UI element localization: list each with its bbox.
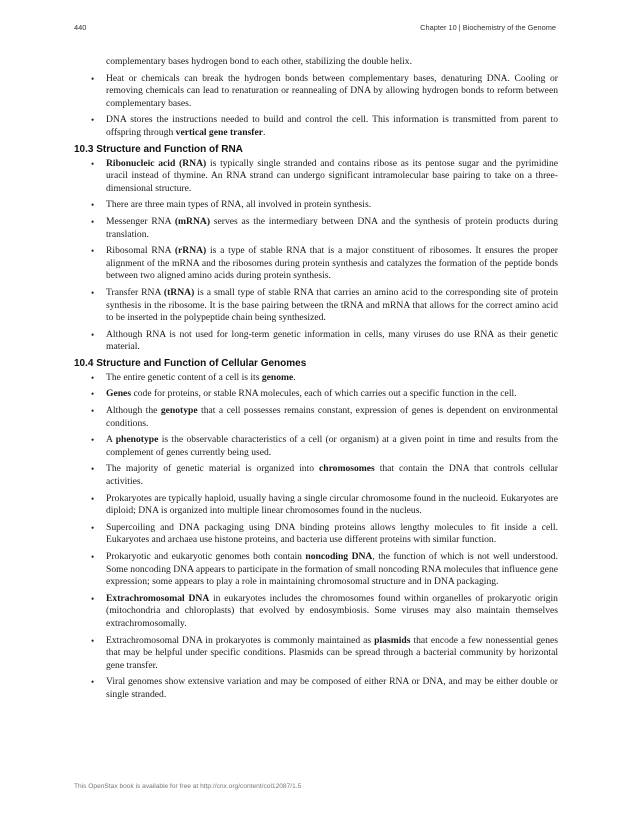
text-run: is the observable characteristics of a cell (or organism) at a given point in time and results from the complement of genes currently being used. [106, 434, 558, 458]
list-item [74, 329, 558, 354]
bullet-icon: • [91, 372, 95, 383]
text-run: Ribosomal RNA [106, 245, 175, 257]
key-term: chromosomes [319, 463, 375, 475]
bullet-icon: • [91, 389, 95, 400]
text-run: is typically single stranded and contains ribose as its pentose sugar and the pyrimidine uracil instead of thymine. An RNA strand can undergo significant intramolecular base pairing to take on a three-dimensional structure. [106, 157, 559, 194]
text-run: is a small type of stable RNA that carries an amino acid to the corresponding site of protein synthesis in the ribosome. It is the base pairing between the tRNA and mRNA that allows for the correct amino acid to be inserted in the polypeptide chain being synthesized. [106, 286, 558, 324]
bullet-icon: • [91, 593, 95, 604]
list-item [74, 493, 558, 518]
bullet-icon: • [91, 552, 95, 562]
text-run: complementary bases hydrogen bond to each other, stabilizing the double helix. [106, 56, 412, 67]
key-term: vertical gene transfer [175, 126, 264, 138]
list-item [74, 158, 558, 196]
text-run: Viral genomes show extensive variation and may be composed of either RNA or DNA, and may be either double or single stranded. [106, 676, 558, 700]
list-item [74, 388, 558, 401]
text-run: serves as the intermediary between DNA and the synthesis of protein products during translation. [106, 215, 558, 240]
text-run: that a cell possesses remains constant, expression of genes is dependent on environmental conditions. [106, 405, 558, 429]
text-run: Supercoiling and DNA packaging using DNA binding proteins allows lengthy molecules to fit inside a cell. Eukaryotes and archaea use histone proteins, and bacteria use different proteins with similar function. [106, 521, 558, 546]
intro-bullet-list [74, 56, 558, 140]
text-run: The entire genetic content of a cell is its [106, 371, 262, 383]
text-run: The majority of genetic material is organized into [106, 463, 319, 475]
key-term: (rRNA) [174, 245, 207, 257]
bullet-icon: • [91, 158, 95, 169]
bullet-icon: • [91, 216, 95, 227]
key-term: plasmids [374, 634, 411, 646]
text-run: Although RNA is not used for long-term genetic information in cells, many viruses do use RNA as their genetic material. [106, 328, 558, 353]
text-run: Although the [106, 405, 161, 417]
list-item [74, 463, 558, 488]
bullet-icon: • [91, 435, 95, 446]
key-term: noncoding DNA [305, 551, 373, 562]
bullet-icon: • [91, 635, 95, 646]
section-bullet-list [74, 372, 558, 702]
bullet-icon: • [91, 406, 95, 417]
list-item [74, 287, 558, 325]
bullet-icon: • [91, 677, 95, 688]
text-run: A [106, 434, 116, 446]
list-item [74, 56, 558, 69]
text-run: in eukaryotes includes the chromosomes found within organelles of prokaryotic origin (mitochondria and chloroplasts) that evolved by endosymbiosis. Some viruses may also maintain themselves extrachromosomally. [106, 592, 558, 629]
text-run: Prokaryotic and eukaryotic genomes both contain [106, 551, 306, 562]
text-run: code for proteins, or stable RNA molecules, each of which carries out a specific function in the cell. [131, 388, 517, 400]
bullet-icon: • [91, 246, 95, 257]
list-item [74, 635, 558, 673]
list-item [74, 593, 558, 631]
list-item [74, 372, 558, 385]
list-item [74, 434, 558, 459]
bullet-icon: • [91, 287, 95, 298]
text-run: is a type of stable RNA that is a major constituent of ribosomes. It ensures the proper alignment of the mRNA and the ribosomes during protein synthesis and catalyzes the formation of the peptide bonds between two aligned amino acids during protein synthesis. [106, 245, 558, 282]
list-item [74, 216, 558, 241]
bullet-icon: • [91, 115, 95, 126]
page-footer: This OpenStax book is available for free at http://cnx.org/content/col12087/1.5 [74, 783, 302, 790]
text-run: that contain the DNA that controls cellular activities. [106, 463, 558, 488]
text-run: DNA stores the instructions needed to build and control the cell. This information is transmitted from parent to offspring through [106, 114, 558, 138]
list-item [74, 405, 558, 430]
key-term: Extrachromosomal DNA [106, 592, 210, 604]
text-run: . [263, 126, 266, 138]
text-run: Transfer RNA [106, 286, 164, 298]
list-item [74, 522, 558, 547]
text-run: , the function of which is not well understood. Some noncoding DNA appears to participate in the formation of small noncoding RNA molecules that influence gene expression; some appears to play a role in maintaining chromosomal structure and in DNA packaging. [106, 551, 558, 588]
text-run: Heat or chemicals can break the hydrogen bonds between complementary bases, denaturing DNA. Cooling or removing chemicals can lead to renaturation or reannealing of DNA by allowing hydrogen bonds to reform between complementary bases. [106, 72, 558, 109]
text-run: that encode a few nonessential genes that may be helpful under specific conditions. Plasmids can be spread through a bacterial community by horizontal gene transfer. [106, 634, 558, 671]
key-term: Ribonucleic acid (RNA) [106, 157, 207, 169]
text-run: There are three main types of RNA, all involved in protein synthesis. [106, 199, 372, 211]
list-item [74, 676, 558, 701]
section-heading: 10.4 Structure and Function of Cellular Genomes [74, 357, 307, 369]
bullet-icon: • [91, 464, 95, 475]
key-term: genome [261, 371, 294, 383]
bullet-icon: • [91, 200, 95, 211]
key-term: (mRNA) [174, 215, 211, 227]
key-term: (tRNA) [163, 286, 195, 298]
chapter-title: Chapter 10 | Biochemistry of the Genome [420, 23, 556, 32]
section-bullet-list [74, 158, 558, 354]
bullet-icon: • [91, 522, 95, 533]
list-item [74, 245, 558, 283]
key-term: genotype [160, 405, 198, 417]
key-term: Genes [106, 388, 132, 400]
bullet-icon: • [91, 329, 95, 340]
list-item [74, 114, 558, 139]
list-item [74, 551, 558, 589]
bullet-icon: • [91, 493, 95, 504]
key-term: phenotype [115, 434, 159, 446]
page-header [74, 23, 556, 37]
list-item [74, 73, 558, 111]
section-heading: 10.3 Structure and Function of RNA [74, 143, 243, 155]
sections-container [74, 144, 558, 702]
list-item [74, 199, 558, 212]
page-content [74, 56, 558, 706]
bullet-icon: • [91, 73, 95, 84]
page-number: 440 [74, 23, 87, 32]
text-run: . [293, 371, 296, 383]
text-run: Messenger RNA [106, 215, 175, 227]
text-run: Extrachromosomal DNA in prokaryotes is commonly maintained as [106, 634, 375, 646]
text-run: Prokaryotes are typically haploid, usually having a single circular chromosome found in the nucleoid. Eukaryotes are diploid; DNA is organized into multiple linear chromosomes found in the nucleus. [106, 492, 558, 517]
